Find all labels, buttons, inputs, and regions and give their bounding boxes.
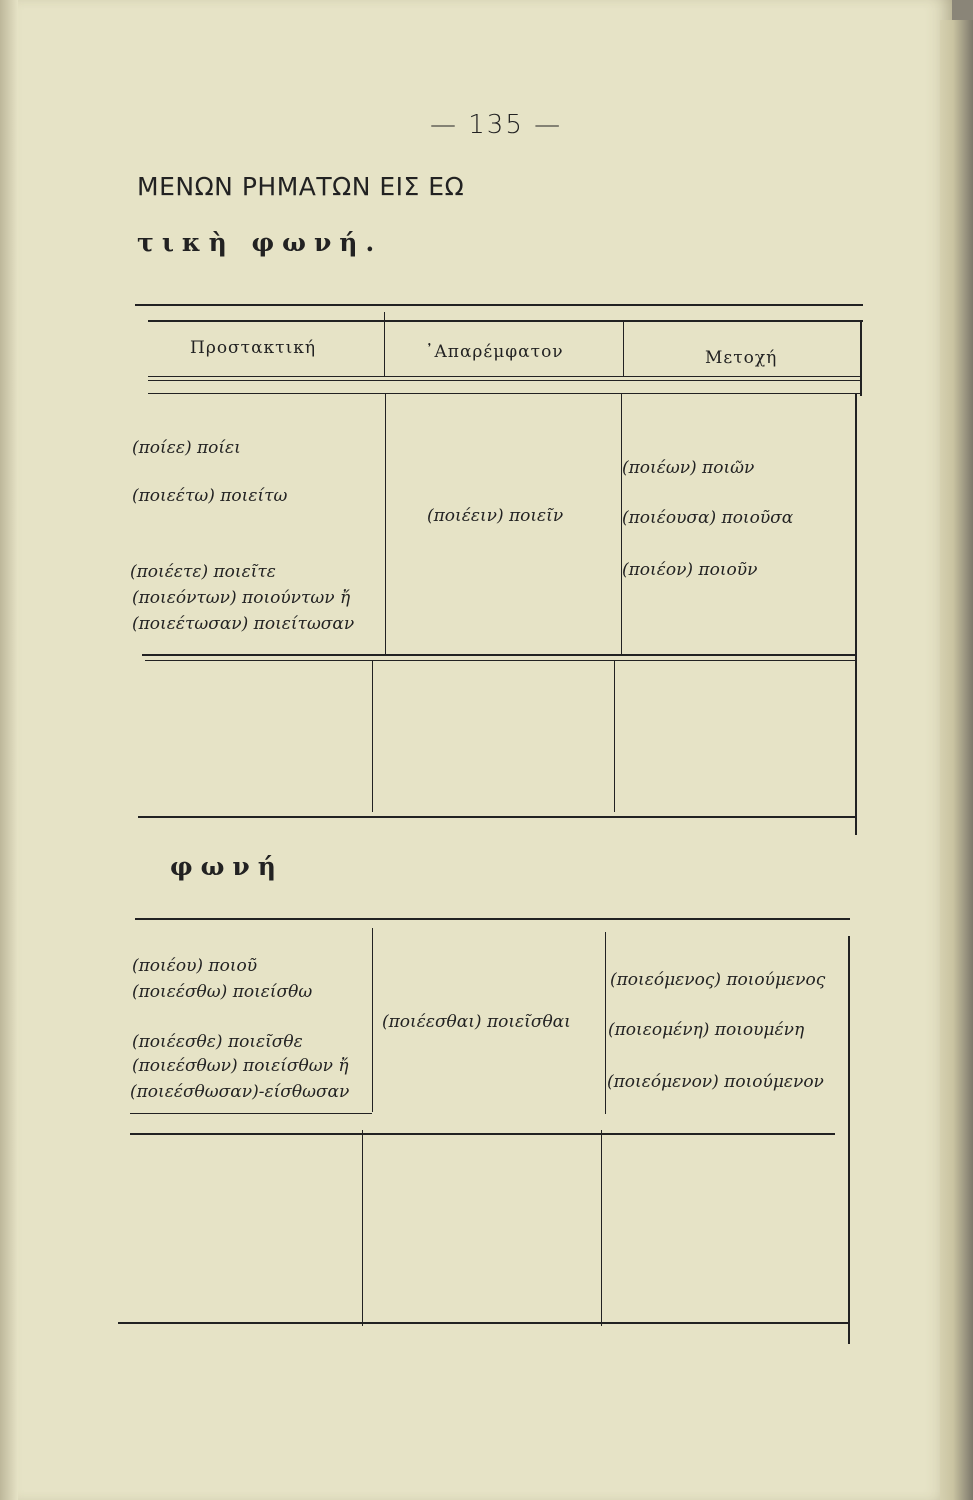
participle-row: (ποιεομένη) ποιουμένη: [608, 1020, 805, 1040]
imperative-row: (ποιέεσθε) ποιεῖσθε: [132, 1032, 303, 1052]
imperative-row: (ποιεέτωσαν) ποιείτωσαν: [132, 614, 355, 634]
imperative-row: (ποιεέτω) ποιείτω: [132, 486, 288, 506]
imperative-row: (ποίεε) ποίει: [132, 438, 241, 458]
infinitive-row: (ποιέεσθαι) ποιεῖσθαι: [382, 1012, 571, 1032]
imperative-row: (ποιεέσθωσαν)-είσθωσαν: [130, 1082, 350, 1102]
header-imperative: Προστακτική: [190, 338, 317, 358]
header-participle: Μετοχή: [705, 348, 778, 368]
infinitive-row: (ποιέειν) ποιεῖν: [427, 506, 564, 526]
active-voice-heading: τικὴ φωνή.: [137, 228, 383, 257]
participle-row: (ποιέων) ποιῶν: [622, 458, 755, 478]
passive-voice-heading: φωνή: [170, 852, 284, 881]
section-heading: ΜΕΝΩΝ ΡΗΜΑΤΩΝ ΕΙΣ ΕΩ: [137, 172, 465, 201]
page-number: — 135 —: [430, 110, 563, 140]
page-edge-shadow: [940, 20, 973, 1500]
participle-row: (ποιέουσα) ποιοῦσα: [622, 508, 794, 528]
imperative-row: (ποιέετε) ποιεῖτε: [130, 562, 276, 582]
participle-row: (ποιεόμενος) ποιούμενος: [610, 970, 826, 990]
imperative-row: (ποιεέσθω) ποιείσθω: [132, 982, 313, 1002]
participle-row: (ποιεόμενον) ποιούμενον: [607, 1072, 824, 1092]
header-infinitive: ᾿Απαρέμφατον: [425, 342, 564, 362]
imperative-row: (ποιεόντων) ποιούντων ἤ: [132, 588, 351, 608]
page-binding: [0, 0, 18, 1500]
imperative-row: (ποιέου) ποιοῦ: [132, 956, 258, 976]
participle-row: (ποιέον) ποιοῦν: [622, 560, 758, 580]
imperative-row: (ποιεέσθων) ποιείσθων ἤ: [132, 1056, 349, 1076]
